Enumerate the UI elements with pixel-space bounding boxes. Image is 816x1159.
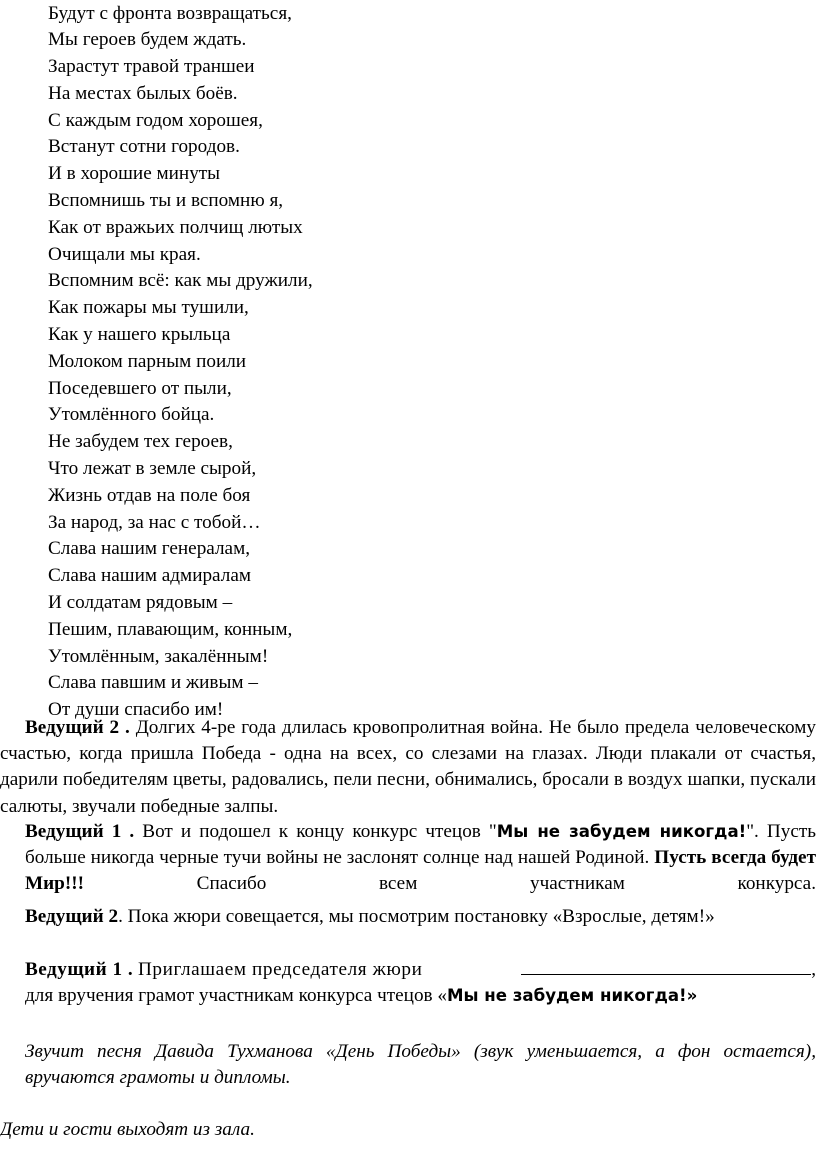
- poem-line: Зарастут травой траншеи: [48, 56, 255, 78]
- speaker-label: Ведущий 1 .: [25, 821, 135, 842]
- paragraph-host2-war: [0, 715, 816, 820]
- poem-line: Что лежат в земле сырой,: [48, 458, 257, 480]
- poem-line: Пешим, плавающим, конным,: [48, 618, 293, 640]
- poem-line: Не забудем тех героев,: [48, 431, 233, 453]
- poem: [48, 0, 748, 724]
- stage-direction-song: Звучит песня Давида Тухманова «День Победы» (звук уменьшается, а фон остается), вручаются грамоты и дипломы.: [25, 1041, 816, 1089]
- poem-line: Молоком парным поили: [48, 350, 247, 372]
- poem-line: На местах былых боёв.: [48, 82, 238, 104]
- poem-line: Как пожары мы тушили,: [48, 297, 249, 319]
- speaker-label: Ведущий 2 .: [25, 717, 130, 738]
- poem-line: За народ, за нас с тобой…: [48, 511, 261, 533]
- poem-line: Как от вражьих полчищ лютых: [48, 216, 303, 238]
- paragraph-host2-jury: [0, 904, 816, 930]
- poem-line: И солдатам рядовым –: [48, 592, 233, 614]
- speaker-label: Ведущий 2: [25, 906, 119, 927]
- paragraph-host1-invite: Ведущий 1 . Приглашаем председателя жюри , для вручения грамот участникам конкурса чтецов «Мы не забудем никогда!»: [25, 956, 816, 1009]
- paragraph-text: Долгих 4-ре года длилась кровопролитная война. Не было предела человеческому счастью, когда пришла Победа - одна на всех, со слезами на глазах. Люди плакали от счастья, дарили победителям цветы, радовались, пели песни, обнимались, бросали в воздух шапки, пускали салюты, звучали победные залпы.: [0, 717, 816, 817]
- stage-direction-exit: Дети и гости выходят из зала.: [0, 1119, 255, 1140]
- poem-line: Будут с фронта возвращаться,: [48, 2, 292, 24]
- poem-line: Жизнь отдав на поле боя: [48, 484, 251, 506]
- poem-line: Встанут сотни городов.: [48, 136, 240, 158]
- paragraph-host1-contest-end: Ведущий 1 . Вот и подошел к концу конкурс чтецов "Мы не забудем никогда!". Пусть больше никогда черные тучи войны не заслонят солнце над нашей Родиной. Пусть всегда будет Мир!!! Спасибо всем участникам конкурса.: [25, 821, 816, 895]
- poem-line: Утомлённого бойца.: [48, 404, 215, 426]
- poem-line: Слава павшим и живым –: [48, 672, 258, 694]
- paragraph-text: . Пока жюри совещается, мы посмотрим постановку «Взрослые, детям!»: [118, 906, 715, 927]
- speaker-label: Ведущий 1 .: [25, 959, 134, 980]
- poem-line: Мы героев будем ждать.: [48, 29, 247, 51]
- poem-line: Слава нашим адмиралам: [48, 565, 251, 587]
- poem-line: Поседевшего от пыли,: [48, 377, 232, 399]
- peace-slogan: Пусть всегда будет Мир!!!: [25, 847, 816, 895]
- jury-chair-blank: [521, 956, 811, 975]
- poem-line: Очищали мы края.: [48, 243, 201, 265]
- poem-line: С каждым годом хорошея,: [48, 109, 263, 131]
- poem-line: И в хорошие минуты: [48, 163, 221, 185]
- poem-line: Вспомнишь ты и вспомню я,: [48, 190, 284, 212]
- poem-line: Как у нашего крыльца: [48, 324, 231, 346]
- poem-line: Вспомним всё: как мы дружили,: [48, 270, 313, 292]
- poem-line: Слава нашим генералам,: [48, 538, 251, 560]
- poem-line: Утомлённым, закалённым!: [48, 645, 269, 667]
- contest-title: Мы не забудем никогда!: [446, 986, 687, 1006]
- poem-line: От души спасибо им!: [48, 699, 224, 721]
- contest-title: Мы не забудем никогда!: [496, 822, 747, 841]
